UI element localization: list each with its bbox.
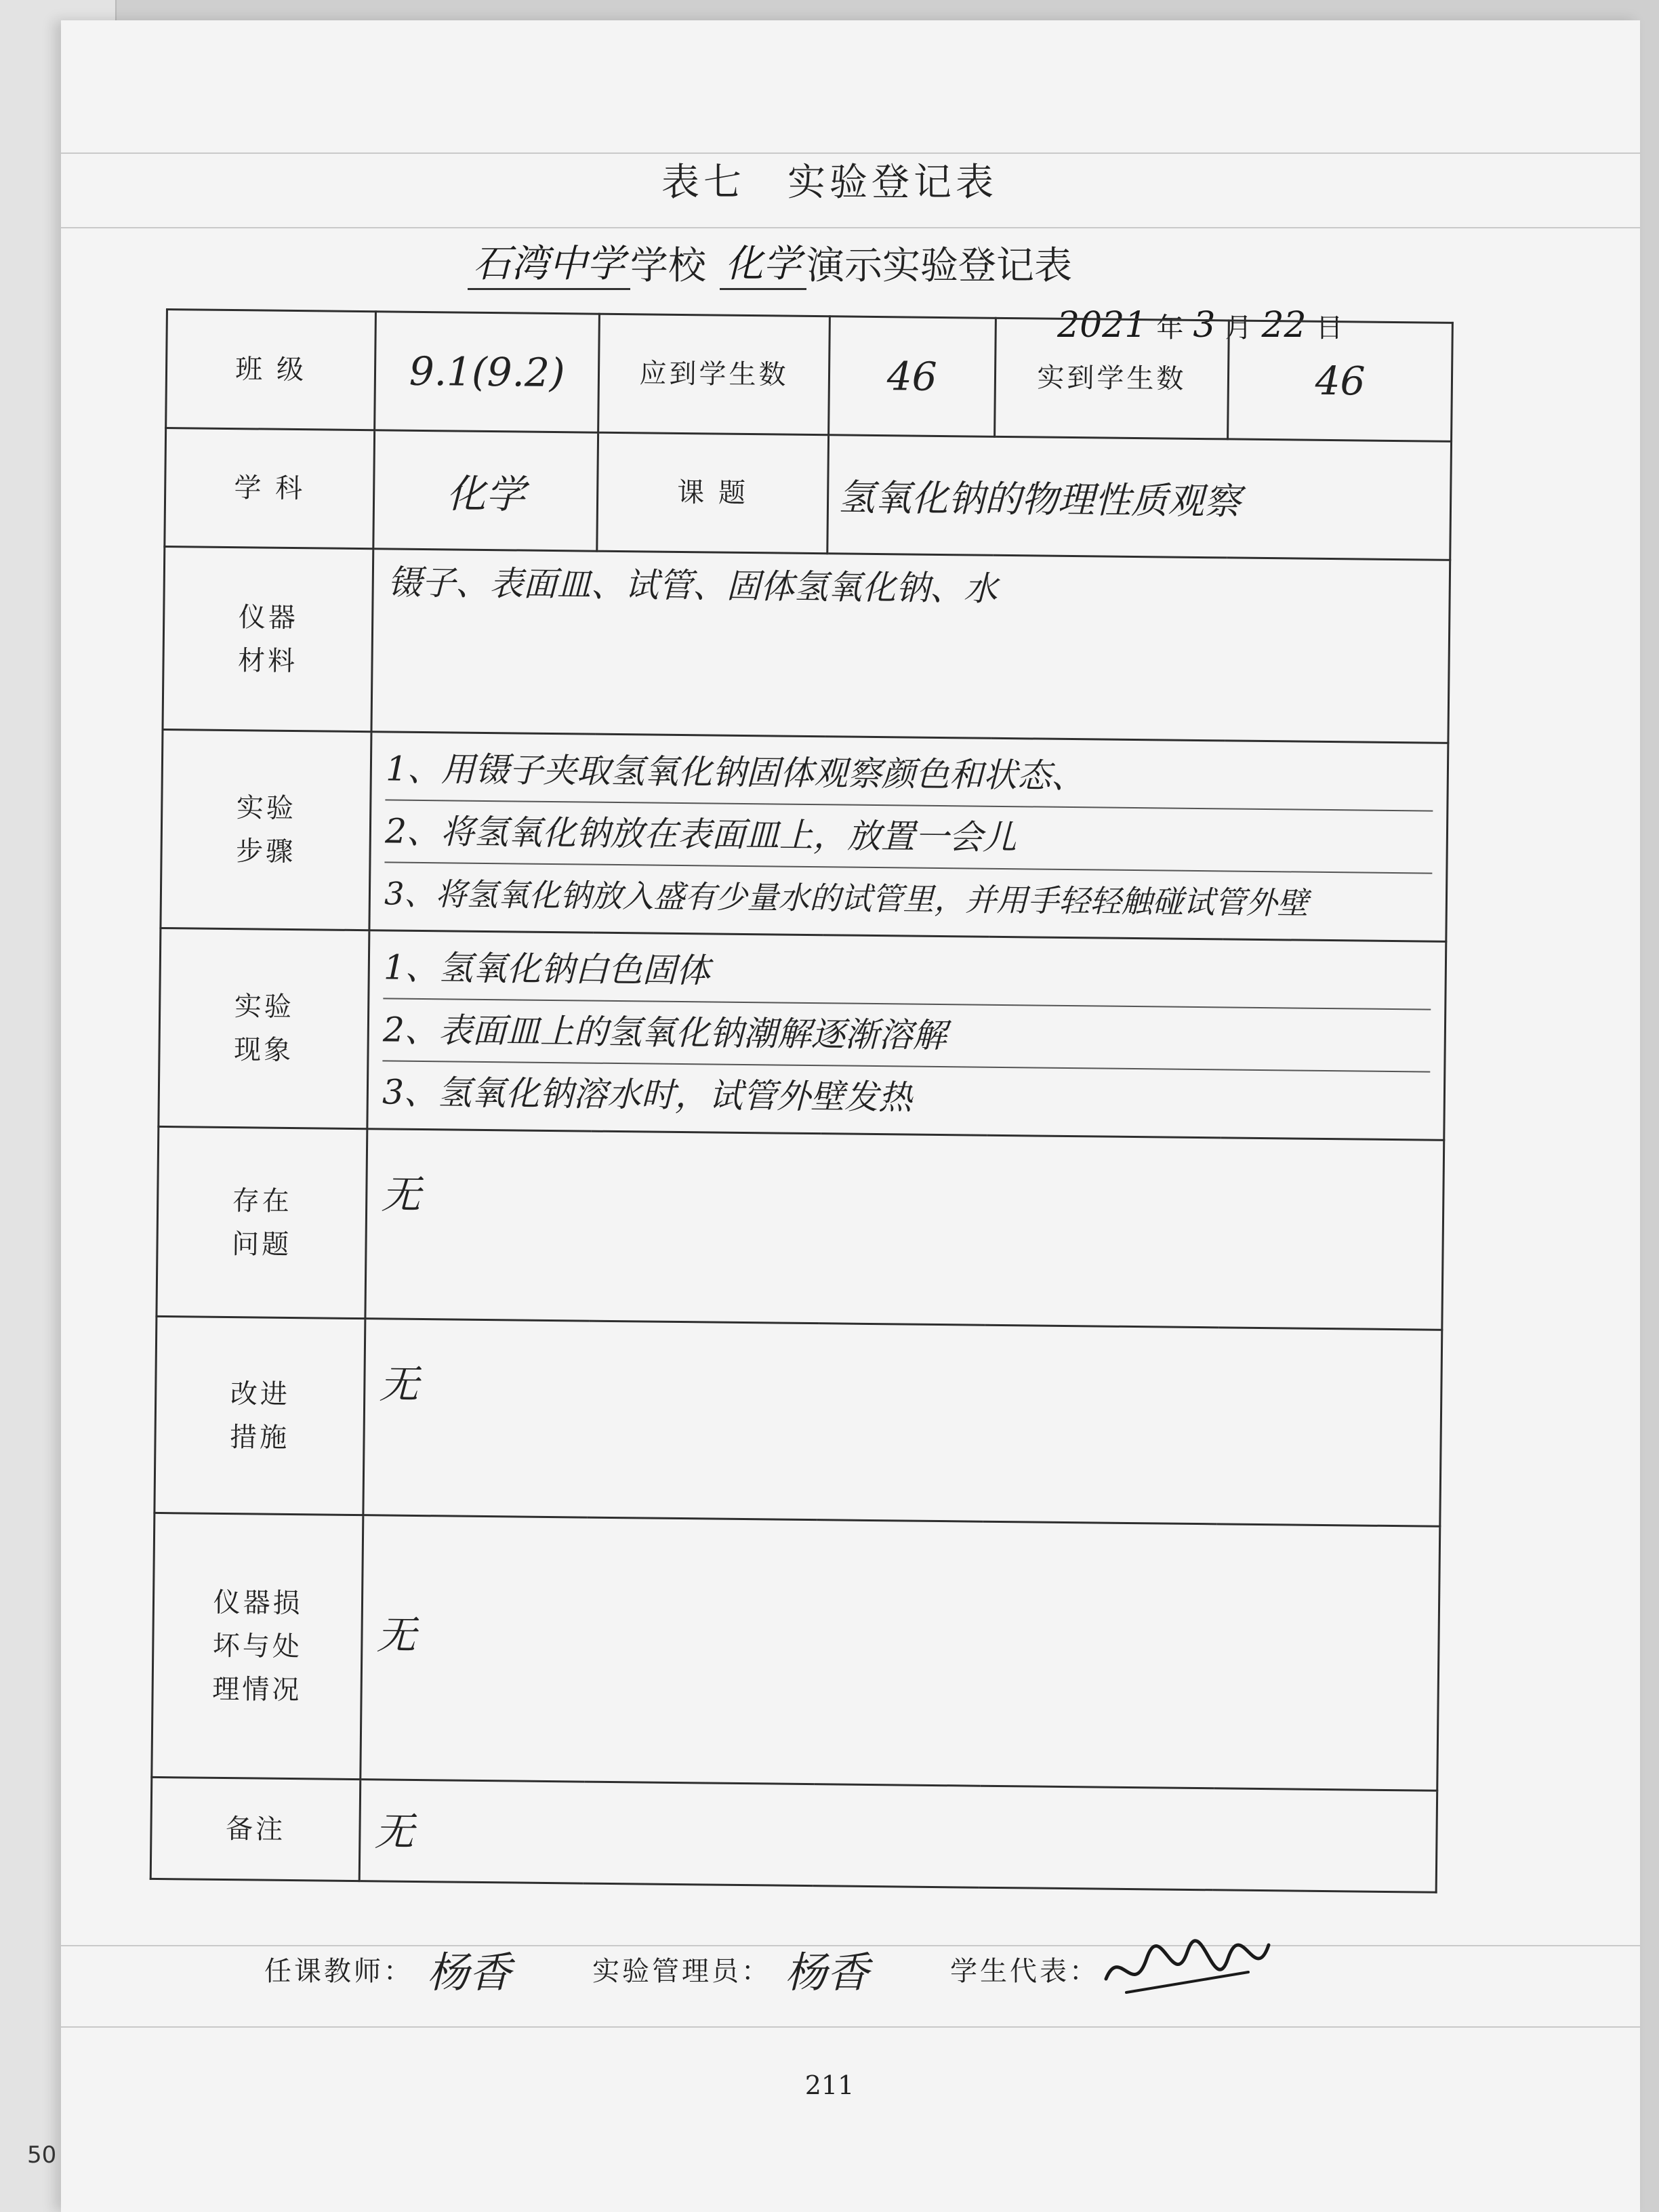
teacher-label: 任课教师：: [264, 1955, 413, 1987]
improve-value: [363, 1319, 1442, 1527]
phenomena-label-line: 实验: [234, 991, 295, 1023]
remarks-text: 无: [374, 1808, 415, 1855]
ruled-line: [61, 2026, 1640, 2028]
table-row: [155, 1316, 1442, 1526]
date-month-unit: 月: [1225, 312, 1252, 344]
list-item: 2、表面皿上的氢氧化钠潮解逐渐溶解: [383, 999, 1431, 1072]
table-row: [150, 1777, 1437, 1892]
subject-name: 化学: [720, 234, 806, 290]
table-row: [166, 310, 1453, 442]
date-month: 3: [1193, 305, 1216, 346]
edge-page-number: 50: [27, 2142, 57, 2169]
topic-label: 课 题: [597, 432, 828, 554]
subject-label: 学 科: [165, 428, 375, 549]
list-item: 2、将氢氧化钠放在表面皿上，放置一会儿: [385, 800, 1433, 874]
date-year-unit: 年: [1156, 312, 1184, 344]
date-year: 2021: [1057, 305, 1147, 346]
damage-label-line: 坏与处: [212, 1630, 303, 1662]
manager-signature: 杨香: [785, 1947, 869, 1997]
problems-label: [157, 1126, 367, 1318]
remarks-label: 备注: [150, 1777, 361, 1881]
phenomena-label: [159, 928, 369, 1128]
student-rep-label: 学生代表：: [950, 1955, 1100, 1987]
table-row: [152, 1513, 1440, 1790]
steps-label-line: 实验: [236, 792, 297, 825]
improve-text: 无: [379, 1361, 419, 1408]
manager-label: 实验管理员：: [592, 1955, 772, 1987]
equipment-label: [163, 546, 373, 731]
topic-value: 氢氧化钠的物理性质观察: [827, 435, 1452, 560]
ruled-line: [61, 227, 1640, 228]
improve-label: [155, 1316, 365, 1515]
list-item: 1、氢氧化钠白色固体: [384, 937, 1432, 1010]
steps-label: [161, 729, 371, 930]
problems-text: 无: [381, 1171, 421, 1218]
list-item: 1、用镊子夹取氢氧化钠固体观察颜色和状态、: [386, 738, 1434, 811]
improve-label-line: 措施: [229, 1421, 290, 1454]
steps-list: [369, 732, 1448, 942]
damage-text: 无: [376, 1612, 417, 1658]
actual-students-label: 实到学生数: [994, 318, 1229, 439]
damage-label-line: 理情况: [212, 1673, 302, 1706]
phenomena-list: [367, 930, 1446, 1141]
equipment-label-line: 材料: [237, 644, 298, 677]
table-row: [157, 1126, 1444, 1330]
table-row: [161, 729, 1448, 941]
problems-label-line: 问题: [231, 1228, 292, 1261]
steps-label-line: 步骤: [235, 836, 296, 868]
list-item: 3、将氢氧化钠放入盛有少量水的试管里，并用手轻轻触碰试管外壁: [384, 875, 1309, 922]
actual-students-value: 46: [1228, 321, 1453, 441]
date-day: 22: [1261, 305, 1307, 346]
expected-students-value: 46: [828, 316, 996, 437]
table-row: [159, 928, 1446, 1140]
student-signature-scribble: [1099, 1931, 1275, 2006]
equipment-text: 镊子、表面皿、试管、固体氢氧化钠、水: [387, 562, 998, 609]
teacher-signature: 杨香: [427, 1947, 512, 1997]
phenomena-label-line: 现象: [233, 1034, 294, 1067]
experiment-record-table: [150, 308, 1454, 1893]
form-subtitle: [468, 234, 1072, 290]
problems-value: [365, 1129, 1444, 1330]
class-value: 9.1(9.2): [375, 312, 600, 432]
school-suffix: 学校: [630, 244, 706, 288]
subject-value: 化学: [373, 430, 598, 551]
table-row: [165, 428, 1452, 560]
date-day-unit: 日: [1315, 312, 1343, 344]
damage-label: [152, 1513, 363, 1779]
page-number: 211: [804, 2070, 855, 2100]
improve-label-line: 改进: [230, 1378, 291, 1410]
expected-students-label: 应到学生数: [598, 314, 830, 435]
school-name: 石湾中学: [468, 234, 630, 290]
signature-row: [264, 1931, 1484, 2006]
damage-label-line: 仪器损: [213, 1586, 303, 1619]
page-title: 表七 实验登记表: [661, 161, 998, 205]
table-row: [163, 546, 1450, 743]
list-item: 3、氢氧化钠溶水时，试管外壁发热: [382, 1072, 913, 1118]
problems-label-line: 存在: [232, 1185, 293, 1217]
class-label: 班 级: [166, 310, 376, 430]
equipment-value: [371, 549, 1450, 743]
damage-value: [361, 1515, 1440, 1791]
remarks-value: [359, 1780, 1437, 1893]
subtitle-suffix: 演示实验登记表: [806, 244, 1072, 288]
equipment-label-line: 仪器: [238, 601, 299, 634]
